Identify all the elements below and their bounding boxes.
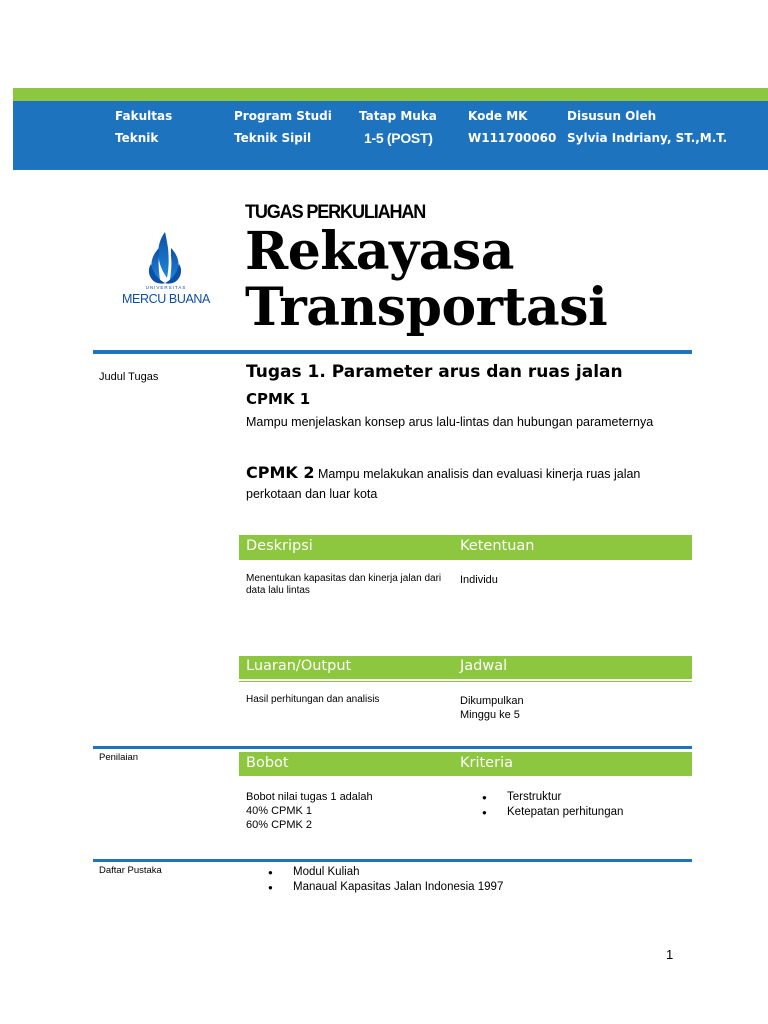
document-subtitle: TUGAS PERKULIAHAN [245,202,426,223]
table1-col2-header: Ketentuan [460,538,535,554]
divider-top [93,350,692,354]
header-program-studi-label: Program Studi [234,109,332,123]
header-kode-mk [468,105,556,149]
header-info-band [13,101,768,170]
header-fakultas-value: Teknik [115,131,159,145]
header-tatap-muka-label: Tatap Muka [359,109,437,123]
header-tatap-muka [359,105,437,149]
header-fakultas [115,105,172,149]
penilaian-col1-header: Bobot [246,755,289,771]
table2-header-underline [239,681,692,682]
header-accent-bar [13,88,768,101]
table1-deskripsi-cell: Menentukan kapasitas dan kinerja jalan dari data lalu lintas [246,573,442,596]
cpmk2-label: CPMK 2 [246,463,315,482]
pustaka-item: ● Modul Kuliah [268,865,503,880]
logo-line1: UNIVERSITAS [145,285,187,290]
cpmk1-label: CPMK 1 [246,390,311,408]
logo-line2: MERCU BUANA [122,292,210,306]
penilaian-label: Penilaian [99,752,139,763]
header-program-studi [234,105,332,149]
document-title-line1: Rekayasa [245,221,514,282]
header-disusun-oleh-value: Sylvia Indriany, ST.,M.T. [567,131,728,145]
header-kode-mk-value: W111700060 [468,131,557,145]
divider-penilaian [93,746,692,749]
bobot-line3: 60% CPMK 2 [246,819,313,831]
daftar-pustaka-label: Daftar Pustaka [99,865,162,876]
kriteria-list [482,790,623,820]
table2-luaran-cell: Hasil perhitungan dan analisis [246,694,380,705]
table2-col1-header: Luaran/Output [246,658,352,674]
header-disusun-oleh [567,105,727,149]
header-program-studi-value: Teknik Sipil [234,131,312,145]
table2-jadwal-line2: Minggu ke 5 [460,709,520,721]
tugas-title: Tugas 1. Parameter arus dan ruas jalan [246,362,623,382]
divider-pustaka [93,859,692,862]
cpmk1-text: Mampu menjelaskan konsep arus lalu-lintas dan hubungan parameternya [246,415,654,429]
table2-jadwal-line1: Dikumpulkan [460,695,524,707]
pustaka-list [268,865,503,895]
university-logo [113,226,219,316]
mercu-buana-emblem-icon [113,226,219,316]
header-disusun-oleh-label: Disusun Oleh [567,109,657,123]
cpmk2-block [246,463,676,504]
header-kode-mk-label: Kode MK [468,109,528,123]
table1-header [239,535,692,560]
judul-tugas-label: Judul Tugas [99,371,159,383]
bobot-line2: 40% CPMK 1 [246,805,313,817]
kriteria-item: ● Ketepatan perhitungan [482,805,623,820]
cpmk2-text: Mampu melakukan analisis dan evaluasi kinerja ruas jalan perkotaan dan luar kota [246,467,641,501]
bobot-line1: Bobot nilai tugas 1 adalah [246,791,373,803]
header-tatap-muka-value: 1-5 (POST) [364,130,433,146]
pustaka-item: ● Manaual Kapasitas Jalan Indonesia 1997 [268,880,503,895]
document-title-line2: Transportasi [245,277,608,338]
penilaian-header [239,752,692,776]
table1-col1-header: Deskripsi [246,538,313,554]
kriteria-item: ● Terstruktur [482,790,623,805]
header-fakultas-label: Fakultas [115,109,173,123]
penilaian-col2-header: Kriteria [460,755,513,771]
table1-ketentuan-cell: Individu [460,574,498,586]
page-number: 1 [666,947,674,962]
table2-header [239,656,692,679]
table2-col2-header: Jadwal [460,658,508,674]
